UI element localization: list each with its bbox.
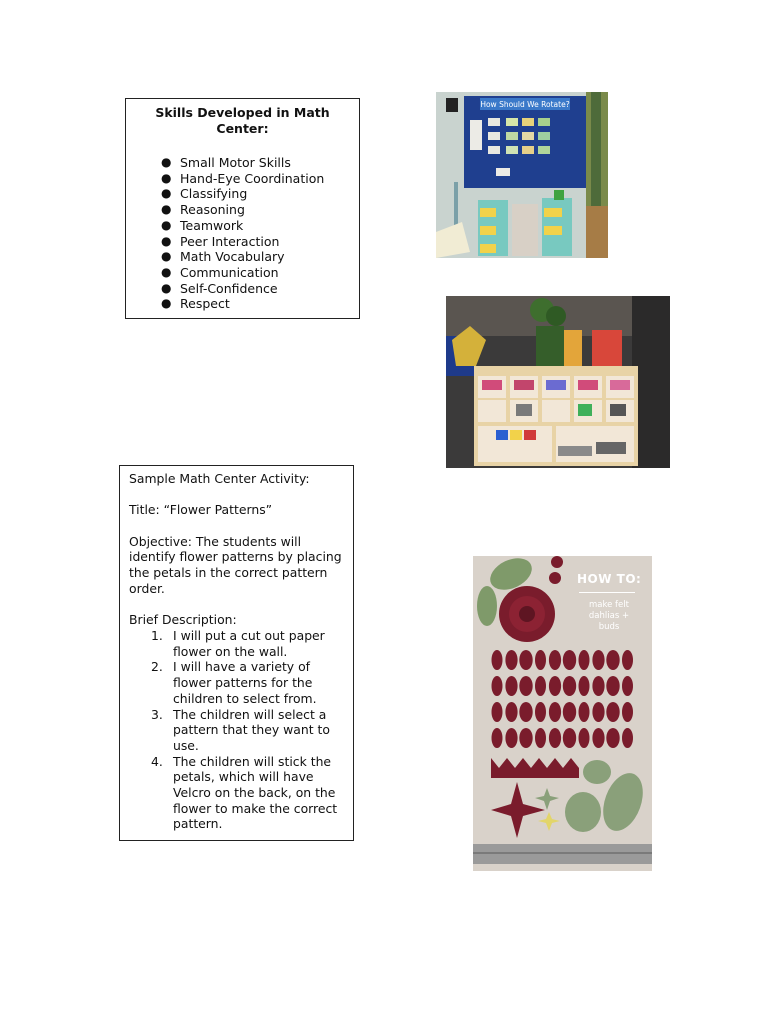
list-item: ● Reasoning bbox=[161, 202, 245, 218]
felt-petal bbox=[519, 728, 532, 748]
felt-petal bbox=[492, 650, 503, 670]
felt-petal bbox=[535, 702, 546, 722]
bullet-icon: ● bbox=[161, 296, 172, 311]
felt-subtext: make felt dahlias + buds bbox=[588, 600, 630, 632]
felt-petal bbox=[606, 728, 619, 748]
activity-title: Title: “Flower Patterns” bbox=[129, 502, 273, 518]
bullet-icon: ● bbox=[161, 280, 172, 295]
felt-petal bbox=[492, 676, 503, 696]
felt-petal bbox=[579, 676, 590, 696]
felt-divider bbox=[579, 592, 635, 593]
felt-petal bbox=[519, 650, 532, 670]
felt-petal bbox=[549, 650, 561, 670]
skills-box bbox=[125, 98, 360, 319]
bullet-icon: ● bbox=[161, 249, 172, 264]
felt-petal bbox=[592, 676, 604, 696]
activity-heading: Sample Math Center Activity: bbox=[129, 471, 310, 486]
skills-title: Skills Developed in Math Center: bbox=[155, 105, 330, 136]
felt-petal bbox=[505, 702, 517, 722]
list-item: 3. The children will select a pattern that they want to use. bbox=[151, 706, 330, 753]
felt-dahlia-photo bbox=[473, 556, 652, 871]
felt-petal bbox=[592, 728, 604, 748]
shelf-illustration bbox=[446, 296, 670, 468]
felt-petal bbox=[505, 676, 517, 696]
description-label: Brief Description: bbox=[129, 612, 237, 628]
list-item: 4. The children will stick the petals, which will have Velcro on the back, on the flower to make the correct pattern. bbox=[151, 753, 338, 832]
activity-box bbox=[119, 465, 354, 841]
list-item: ● Small Motor Skills bbox=[161, 155, 291, 170]
felt-petal bbox=[549, 676, 561, 696]
pocket-chart-photo bbox=[436, 92, 608, 258]
list-item: ● Teamwork bbox=[161, 217, 244, 233]
felt-petal bbox=[606, 650, 619, 670]
math-shelf-photo bbox=[446, 296, 670, 468]
bullet-icon: ● bbox=[161, 217, 172, 232]
bullet-icon: ● bbox=[161, 170, 172, 185]
felt-petal bbox=[492, 702, 503, 722]
felt-petal bbox=[535, 650, 546, 670]
list-item: ● Respect bbox=[161, 296, 230, 312]
list-item: ● Self-Confidence bbox=[161, 280, 278, 296]
felt-petal bbox=[563, 702, 576, 722]
list-item: ● Hand-Eye Coordination bbox=[161, 170, 325, 186]
felt-petal bbox=[622, 650, 633, 670]
felt-petal bbox=[535, 676, 546, 696]
felt-petal bbox=[622, 676, 633, 696]
pocket-chart-illustration bbox=[436, 92, 608, 258]
list-item: ● Communication bbox=[161, 264, 279, 280]
felt-petal bbox=[622, 702, 633, 722]
felt-petal bbox=[519, 702, 532, 722]
felt-petal bbox=[505, 650, 517, 670]
list-item: ● Math Vocabulary bbox=[161, 249, 285, 265]
bullet-icon: ● bbox=[161, 233, 172, 248]
felt-petal bbox=[622, 728, 633, 748]
bullet-icon: ● bbox=[161, 186, 172, 201]
list-item: 1. I will put a cut out paper flower on the wall. bbox=[151, 627, 325, 659]
list-item: ● Peer Interaction bbox=[161, 233, 280, 249]
skills-list bbox=[134, 155, 351, 312]
felt-petal bbox=[592, 702, 604, 722]
list-item: ● Classifying bbox=[161, 186, 248, 202]
felt-petal bbox=[592, 650, 604, 670]
felt-petal bbox=[519, 676, 532, 696]
bullet-icon: ● bbox=[161, 202, 172, 217]
steps-list bbox=[129, 628, 344, 832]
felt-petal bbox=[579, 728, 590, 748]
felt-petal bbox=[535, 728, 546, 748]
list-item: 2. I will have a variety of flower patterns for the children to select from. bbox=[151, 659, 317, 706]
activity-objective: Objective: The students will identify flower patterns by placing the petals in the correct pattern order. bbox=[129, 533, 342, 596]
felt-petal bbox=[549, 702, 561, 722]
felt-petal bbox=[563, 650, 576, 670]
bullet-icon: ● bbox=[161, 264, 172, 279]
felt-howto-heading: HOW TO: bbox=[577, 572, 642, 586]
felt-petal bbox=[563, 676, 576, 696]
felt-petal bbox=[492, 728, 503, 748]
felt-petal bbox=[606, 702, 619, 722]
felt-petal bbox=[505, 728, 517, 748]
felt-petal bbox=[579, 650, 590, 670]
felt-petal bbox=[579, 702, 590, 722]
bullet-icon: ● bbox=[161, 155, 172, 169]
felt-petal bbox=[549, 728, 561, 748]
pocket-chart-header: How Should We Rotate? bbox=[480, 100, 570, 109]
felt-petal bbox=[563, 728, 576, 748]
felt-petal bbox=[606, 676, 619, 696]
